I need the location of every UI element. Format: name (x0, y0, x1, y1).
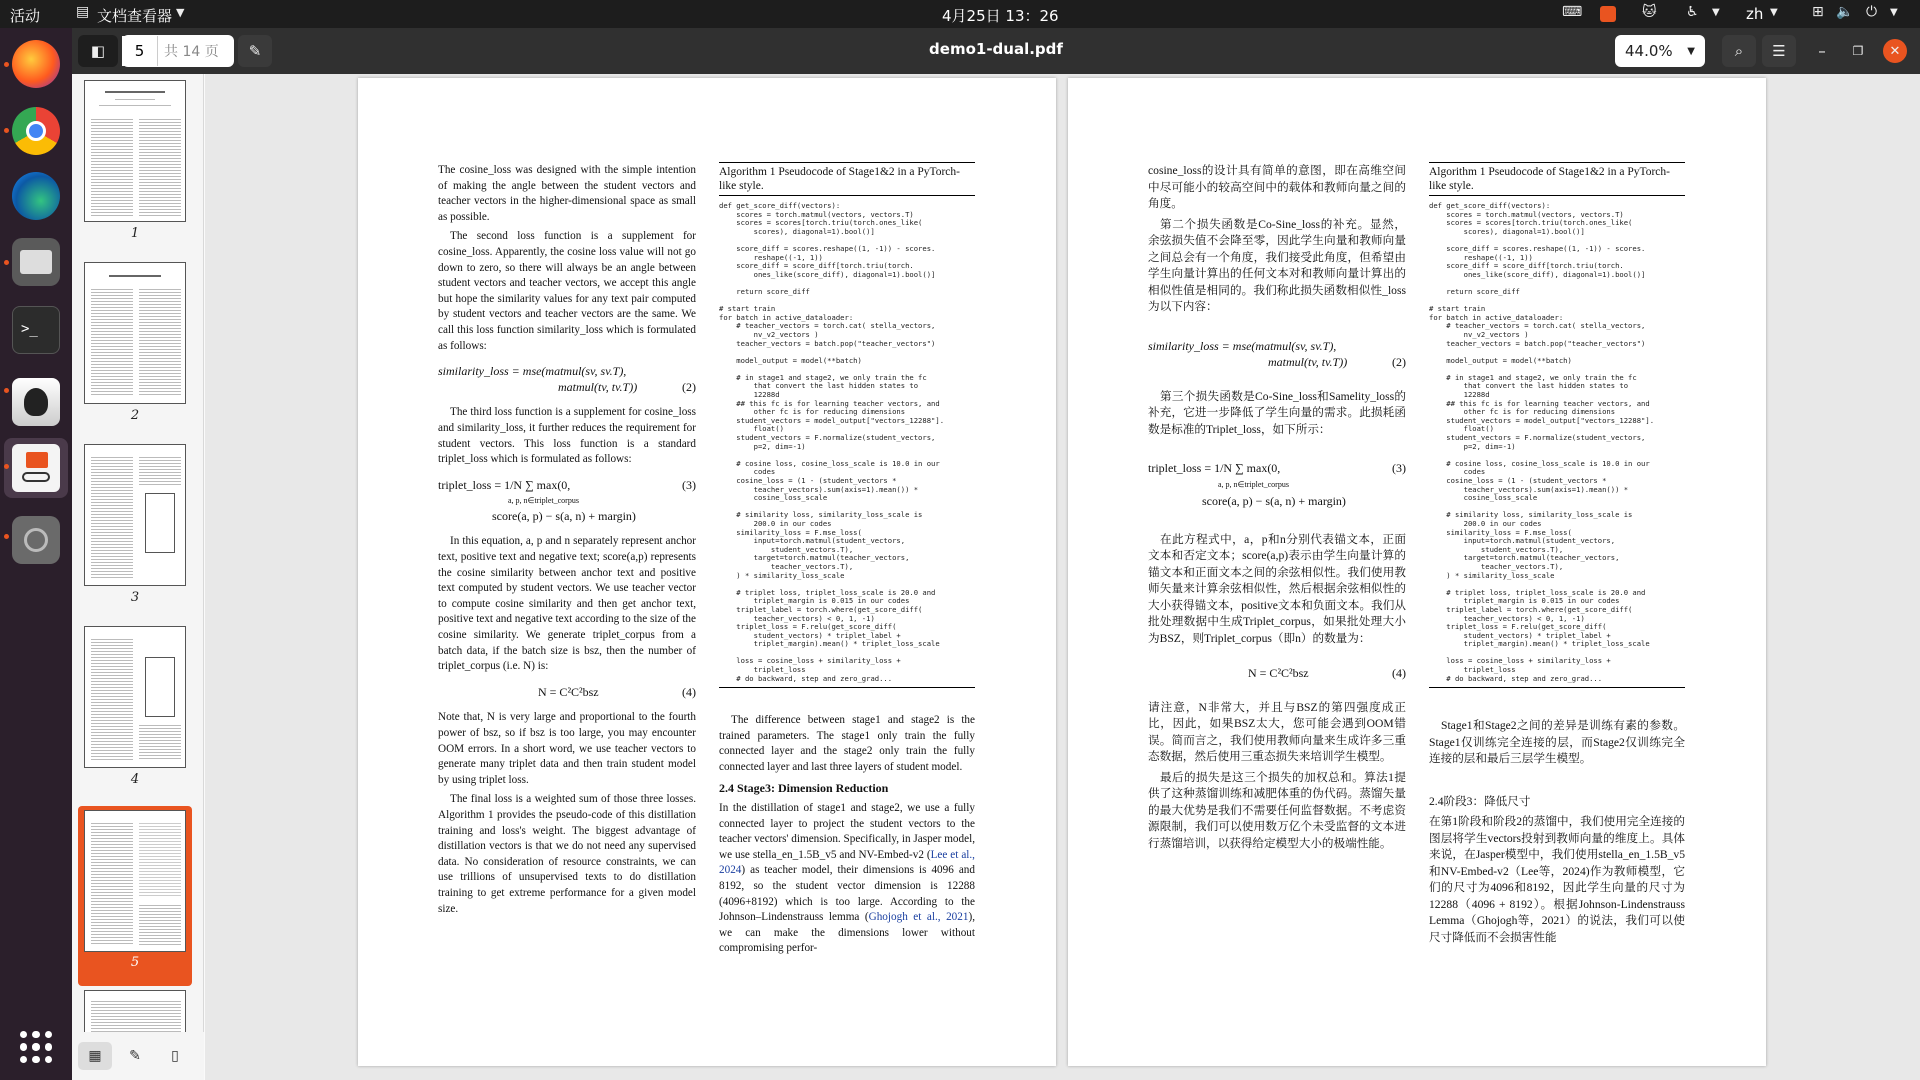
search-button[interactable] (1722, 35, 1756, 67)
algorithm-block (719, 162, 975, 688)
equation-3 (438, 478, 696, 525)
equation-2 (438, 364, 696, 395)
algorithm-code: def get_score_diff(vectors): scores = torch.matmul(vectors, vectors.T) scores = scores[torch.triu(torch.ones_like( scores), diagonal=1).bool()] score_diff = scores.reshape((1, -1)) - scores. reshape((-1, 1)) score_diff = score_diff[torch.triu(torch. ones_like(score_diff), diagonal=1).bool()] return score_diff # start train for batch in active_dataloader: # teacher_vectors = torch.cat( stella_vectors, nv_v2_vectors ) teacher_vectors = batch.pop("teacher_vectors") model_output = model(**batch) # in stage1 and stage2, we only train the fc that convert the last hidden states to 12288d ## this fc is for learning teacher vectors, and other fc is for reducing dimensions student_vectors = model_output["vectors_12288"]. float() student_vectors = F.normalize(student_vectors, p=2, dim=-1) # cosine loss, cosine_loss_scale is 10.0 in our codes cosine_loss = (1 - (student_vectors * teacher_vectors).sum(axis=1).mean()) * cosine_loss_scale # similarity loss, similarity_loss_scale is 200.0 in our codes similarity_loss = F.mse_loss( input=torch.matmul(student_vectors, student_vectors.T), target=torch.matmul(teacher_vectors, teacher_vectors.T), ) * similarity_loss_scale # triplet loss, triplet_loss_scale is 20.0 and triplet_margin is 0.015 in our codes triplet_label = torch.where(get_score_diff( teacher_vectors) < 0, 1, -1) triplet_loss = F.relu(get_score_diff( student_vectors) * triplet_label + triplet_margin).mean() * triplet_loss_scale loss = cosine_loss + similarity_loss + triplet_loss # do backward, step and zero_grad... (1429, 201, 1655, 683)
section-heading: 2.4阶段3：降低尺寸 (1429, 794, 1531, 808)
equation-subscript: a, p, n∈triplet_corpus (508, 496, 579, 506)
paragraph: 第三个损失函数是Co-Sine_loss和Samelity_loss的补充，它进一步降低了学生向量的需求。此损耗函数是标准的Triplet_loss，如下所示： (1148, 389, 1406, 436)
equation-text: score(a, p) − s(a, n) + margin) (492, 508, 636, 523)
clock[interactable]: 4月25日 13：26 (942, 7, 1059, 25)
algorithm-caption: Algorithm 1 Pseudocode of Stage1&2 in a PyTorch-like style. (719, 162, 975, 196)
thumbnail-page-4[interactable] (84, 626, 186, 768)
equation-text: similarity_loss = mse(matmul(sv, sv.T), (1148, 338, 1337, 353)
accessibility-arrow-icon[interactable]: ▼ (1712, 7, 1720, 18)
algorithm-block (1429, 162, 1685, 688)
activities-button[interactable]: 活动 (10, 7, 41, 25)
equation-text: similarity_loss = mse(matmul(sv, sv.T), (438, 364, 627, 379)
power-icon[interactable]: ⏻ (1866, 4, 1878, 20)
equation-4 (438, 685, 696, 701)
close-icon: ✕ (1889, 43, 1901, 59)
thumbnail-label: 3 (130, 590, 140, 605)
annotations-tab[interactable] (118, 1042, 152, 1070)
text-span: ) as teacher model, their dimensions is 4096 and 8192, so the student vector dimension is 12288 (4096+8192) which is too large. According to the Johnson–Lindenstrauss lemma ( (719, 864, 975, 924)
top-bar (0, 0, 1920, 28)
menu-button[interactable] (1762, 35, 1796, 67)
thumbnails-tab[interactable] (78, 1042, 112, 1070)
text-span: ), we can make the dimensions lower without compromising perfor- (719, 911, 975, 955)
hamburger-icon: ☰ (1772, 42, 1786, 60)
grid-icon: ▦ (88, 1048, 102, 1064)
app-menu-arrow-icon[interactable]: ▼ (176, 6, 185, 19)
citation-link[interactable]: Ghojogh et al., 2021 (868, 911, 969, 924)
paragraph: 请注意，N非常大，并且与BSZ的第四强度成正比，因此，如果BSZ太大，您可能会遇到OOM错误。简而言之，我们使用教师向量来生成许多三重态数据，然后使用三重态损失来培训学生模型。 (1148, 700, 1406, 763)
thumbnail-page-2[interactable] (84, 262, 186, 404)
paragraph: Stage1和Stage2之间的差异是训练有素的参数。Stage1仅训练完全连接的层，而Stage2仅训练完全连接的层和最后三层学生模型。 (1429, 719, 1685, 765)
cat-tray-icon[interactable]: 🐱 (1642, 4, 1657, 20)
equation-text: score(a, p) − s(a, n) + margin) (1202, 494, 1346, 508)
thumbnail-label: 4 (130, 772, 140, 787)
thumbnail-label: 5 (130, 955, 140, 970)
running-indicator (4, 260, 9, 265)
equation-number: (4) (1392, 666, 1406, 680)
paragraph: The final loss is a weighted sum of those three losses. Algorithm 1 provides the pseudo-code of this distillation training and loss's weight. The biggest advantage of distillation vectors is that we do not need any supervised data. No consideration of resource constraints, we can use trillions of unsupervised texts to do distillation training to get extreme performance for a given model size. (438, 793, 696, 915)
paragraph: 最后的损失是这三个损失的加权总和。算法1提供了这种蒸馏训练和减肥体重的伪代码。蒸馏矢量的最大优势是我们不需要任何监督数据。不考虑资源限制，我们可以使用数万亿个未受监督的文本进行蒸馏培训，以获得给定模型大小的极端性能。 (1148, 770, 1406, 850)
paragraph: The third loss function is a supplement for cosine_loss and similarity_loss, it further reduces the requirement for student vectors. This loss function is a standard triplet_loss which is formulated as follows: (438, 406, 696, 466)
equation-text: triplet_loss = 1/N ∑ max(0, (1148, 461, 1281, 475)
document-viewer-dock-icon[interactable] (12, 444, 60, 492)
equation-text: N = C²C²bsz (538, 684, 599, 699)
volume-icon[interactable]: 🔈 (1836, 4, 1854, 20)
thumbnail-sidebar (72, 74, 204, 1080)
files-icon[interactable] (12, 238, 60, 286)
paragraph: 第二个损失函数是Co-Sine_loss的补充。显然，余弦损失值不会降至零，因此学生向量和教师向量之间总会有一个角度，我们接受此角度，但希望由学生向量计算出的任何文本对和教师向量计算出的相似性值是相同的。我们称此损失函数相似性_loss为以下内容： (1148, 217, 1406, 313)
input-method-arrow-icon[interactable]: ▼ (1770, 7, 1778, 18)
paragraph: The second loss function is a supplement for cosine_loss. Apparently, the cosine loss value will not go down to zero, so there will always be an angle between student vectors and teacher vectors, we accept this angle but hope the similarity values for any text pair computed by student vectors and teacher vectors are the same. We call this loss function similarity_loss which is formulated as follows: (438, 230, 696, 352)
close-button[interactable] (1883, 39, 1907, 63)
terminal-icon[interactable]: >_ (12, 306, 60, 354)
section-heading: 2.4 Stage3: Dimension Reduction (719, 781, 889, 796)
equation-number: (2) (1392, 355, 1406, 369)
page-total: 共 14 页 (164, 44, 219, 60)
running-indicator (4, 128, 9, 133)
thumbnail-page-5[interactable] (84, 810, 186, 952)
right-column-zh (1429, 718, 1685, 950)
edge-icon[interactable] (12, 172, 60, 220)
zoom-value: 44.0% (1625, 42, 1673, 60)
citation-link[interactable]: Lee et al., 2024 (719, 848, 975, 877)
paragraph: Note that, N is very large and proportional to the fourth power of bsz, so if bsz is too large, you may encounter OOM errors. In a short word, we use teacher vectors to generate many triplet data and then train student model by using triplet loss. (438, 711, 696, 786)
app-indicator-icon[interactable] (1600, 6, 1616, 22)
equation-3 (1148, 460, 1406, 510)
algorithm-code: def get_score_diff(vectors): scores = torch.matmul(vectors, vectors.T) scores = scores[torch.triu(torch.ones_like( scores), diagonal=1).bool()] score_diff = scores.reshape((1, -1)) - scores. reshape((-1, 1)) score_diff = score_diff[torch.triu(torch. ones_like(score_diff), diagonal=1).bool()] return score_diff # start train for batch in active_dataloader: # teacher_vectors = torch.cat( stella_vectors, nv_v2_vectors ) teacher_vectors = batch.pop("teacher_vectors") model_output = model(**batch) # in stage1 and stage2, we only train the fc that convert the last hidden states to 12288d ## this fc is for learning teacher vectors, and other fc is for reducing dimensions student_vectors = model_output["vectors_12288"]. float() student_vectors = F.normalize(student_vectors, p=2, dim=-1) # cosine loss, cosine_loss_scale is 10.0 in our codes cosine_loss = (1 - (student_vectors * teacher_vectors).sum(axis=1).mean()) * cosine_loss_scale # similarity loss, similarity_loss_scale is 200.0 in our codes similarity_loss = F.mse_loss( input=torch.matmul(student_vectors, student_vectors.T), target=torch.matmul(teacher_vectors, teacher_vectors.T), ) * similarity_loss_scale # triplet loss, triplet_loss_scale is 20.0 and triplet_margin is 0.015 in our codes triplet_label = torch.where(get_score_diff( teacher_vectors) < 0, 1, -1) triplet_loss = F.relu(get_score_diff( student_vectors) * triplet_label + triplet_margin).mean() * triplet_loss_scale loss = cosine_loss + similarity_loss + triplet_loss # do backward, step and zero_grad... (719, 201, 945, 683)
thumbnail-label: 2 (130, 408, 140, 423)
firefox-icon[interactable] (12, 40, 60, 88)
algorithm-caption: Algorithm 1 Pseudocode of Stage1&2 in a PyTorch-like style. (1429, 162, 1685, 196)
paragraph: 在此方程式中，a，p和n分别代表锚文本，正面文本和否定文本；score(a,p)表示由学生向量计算的锚文本和正面文本之间的余弦相似性。我们使用教师矢量来计算余弦相似性，然后根据余弦相似性的大小获得锚文本，positive文本和负面文本。我们从批处理数据中生成Triplet_corpus，如果批处理大小为BSZ，则Triplet_corpus（即n）的数量为： (1148, 532, 1406, 645)
keyboard-icon[interactable]: ⌨ (1562, 4, 1583, 20)
running-indicator (4, 388, 9, 393)
sidebar-footer (72, 1032, 204, 1080)
equation-number: (2) (682, 379, 696, 394)
app-menu[interactable]: 文档查看器 (97, 7, 173, 25)
equation-text: N = C²C²bsz (1248, 666, 1309, 680)
equation-4 (1148, 665, 1406, 682)
left-column-zh (1148, 163, 1406, 856)
pen-icon: ✎ (248, 42, 262, 60)
equation-subscript: a, p, n∈triplet_corpus (1218, 479, 1289, 489)
accessibility-icon[interactable]: ♿ (1686, 4, 1699, 20)
minimize-button[interactable] (1808, 35, 1836, 67)
dock (0, 28, 72, 1080)
paragraph: The difference between stage1 and stage2 is the trained parameters. The stage1 only train the fully connected layer and the stage2 only train the fully connected layer and last three layers of student model. (719, 714, 975, 773)
equation-text: triplet_loss = 1/N ∑ max(0, (438, 477, 571, 492)
network-icon[interactable]: ⊞ (1812, 4, 1824, 20)
paragraph: cosine_loss的设计具有简单的意图，即在高维空间中尽可能小的较高空间中的载体和教师向量之间的角度。 (1148, 164, 1406, 210)
text-span: In the distillation of stage1 and stage2, we use a fully connected layer to project the student vectors to the teacher vectors' dimension. Specifically, in Jasper model, we use stella_en_1.5B_v5 and NV-Embed-v2 ( (719, 801, 975, 861)
maximize-button[interactable] (1844, 35, 1872, 67)
equation-text: matmul(tv, tv.T)) (558, 379, 638, 394)
disk-icon[interactable] (12, 516, 60, 564)
equation-number: (3) (682, 477, 696, 492)
document-view[interactable] (205, 74, 1920, 1080)
running-indicator (4, 62, 9, 67)
sidebar-icon: ◧ (90, 42, 106, 60)
document-viewer-icon: ▤ (76, 4, 90, 20)
left-column (438, 163, 696, 921)
book-icon: ▯ (171, 1048, 179, 1064)
document-title: demo1-dual.pdf (929, 40, 1063, 58)
running-indicator (4, 464, 9, 469)
thumbnail-label: 1 (130, 226, 140, 241)
input-method[interactable]: zh (1746, 5, 1764, 23)
thumbnail-page-1[interactable] (84, 80, 186, 222)
right-column (719, 713, 975, 961)
show-apps-icon[interactable] (20, 1031, 52, 1063)
bookmarks-tab[interactable] (158, 1042, 192, 1070)
search-icon: ⌕ (1734, 42, 1744, 60)
header-bar (72, 28, 1920, 74)
page-chinese (1068, 78, 1766, 1066)
equation-number: (4) (682, 684, 696, 699)
equation-text: matmul(tv, tv.T)) (1268, 355, 1348, 369)
maximize-icon: ❐ (1852, 44, 1864, 58)
java-app-icon[interactable] (12, 378, 60, 426)
paragraph (719, 801, 975, 957)
system-menu-arrow-icon[interactable]: ▼ (1890, 7, 1898, 18)
chrome-icon[interactable] (12, 107, 60, 155)
running-indicator (4, 534, 9, 539)
equation-number: (3) (1392, 461, 1406, 475)
paragraph: The cosine_loss was designed with the simple intention of making the angle between the student vectors and teacher vectors in the higher-dimensional space as small as possible. (438, 164, 696, 223)
zoom-selector[interactable] (1615, 35, 1705, 67)
edit-icon: ✎ (129, 1048, 141, 1064)
equation-2 (1148, 338, 1406, 371)
chevron-down-icon: ▼ (1687, 45, 1695, 57)
paragraph: In this equation, a, p and n separately represent anchor text, positive text and negative text; score(a,p) represents the cosine similarity between anchor text and positive text computed by student vectors. We use teacher vector to compute cosine similarity and then get anchor text, positive text and negative text according to the size of the cosine similarity. We generate triplet_corpus from a batch data, if the batch size is bsz, then the number of triplet_corpus (i.e. N) is: (438, 535, 696, 673)
thumbnail-page-3[interactable] (84, 444, 186, 586)
minimize-icon: – (1818, 42, 1826, 60)
page-english (358, 78, 1056, 1066)
paragraph: 在第1阶段和阶段2的蒸馏中，我们使用完全连接的图层将学生vectors投射到教师向量的维度上。具体来说，在Jasper模型中，我们使用stella_en_1.5B_v5和NV-Embed-v2（Lee等，2024)作为教师模型，它们的尺寸为4096和8192，因此学生向量的尺寸为12288（4096 + 8192）。根据Johnson-Lindenstrauss Lemma（Ghojogh等，2021）的说法，我们可以使尺寸降低而不会损害性能 (1429, 815, 1685, 944)
